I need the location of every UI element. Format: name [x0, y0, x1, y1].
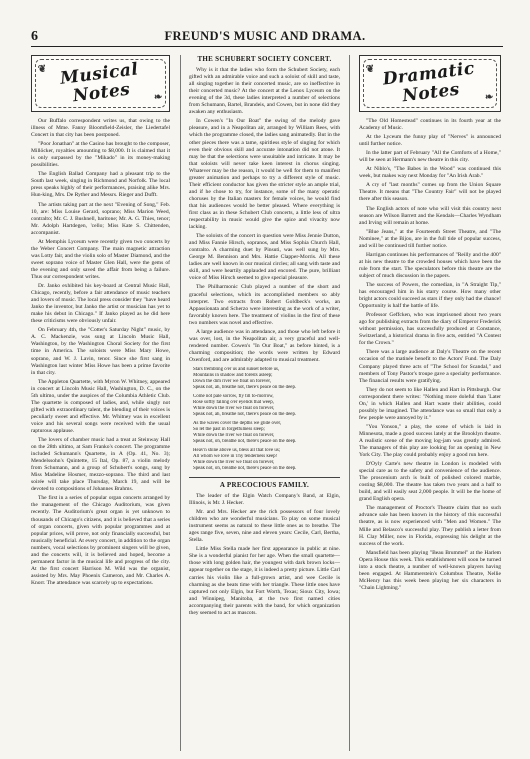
page-number: 6: [31, 29, 38, 44]
news-paragraph: A cry of "last months" comes up from the Union Square Theatre. It means that "The Country Fair" will not be played there after this season.: [359, 182, 501, 203]
news-paragraph: They do not seem to like Hallen and Hart in Pittsburgh. Our correspondent there writes: "Nothing more doleful than 'Later On,' in which Hallen and Hart waste their abilities, could possibly be imagined. The attendance was so small that only a few people were annoyed by it.": [359, 386, 501, 421]
news-paragraph: "You Yonson," a play, the scene of which is laid in Minnesota, made a good success lately at the Brooklyn theatre. A realistic scene of the moving log-jam was greatly admired. The managers of this play are looking for an opening in New York City. The play could probably enjoy a good run here.: [359, 423, 501, 459]
poem-line: All whom we love in Thy tenderness keep!: [193, 453, 278, 459]
poem-in-our-boat: [193, 367, 340, 472]
news-paragraph: The lovers of chamber music had a treat at Steinway Hall on the 28th ultimo, at Sam Franko's concert. The programme included Schumann's Quartette, in A (Op. 41, No. 3); Mendelssohn's Quintette, 15 Ital, Op. 87, a violin melody from Schumann, and a group of Schubert's songs, sung by Miss Madeline Hosmer, mezzo-soprano. The third and last soirée will take place Thursday, March 19, and will be devoted to compositions of Johannes Brahms.: [31, 437, 170, 493]
dramatic-notes-column: [359, 55, 501, 751]
header-rule: [31, 46, 503, 47]
news-paragraph: There was a large audience at Daly's Theatre on the recent occasion of the matinée benefit to the Actors' Fund. The Daly Company played three acts of "The School for Scandal," and members of Tony Pastor's troupe gave a specialty performance. The financial results were gratifying.: [359, 349, 501, 384]
poem-line: Mountains in shadow and forests asleep;: [193, 372, 273, 378]
article-paragraph: The Philharmonic Club played a number of the short and graceful selections, which its accomplished members so ably interpret. Two extracts from Robert Goldbeck's works, an Appassionata and Scherzo were interesting as the work of a writer, favorably known here. The treatment of violins in the first of these two numbers was novel and effective.: [189, 284, 340, 326]
news-paragraph: In the latter part of February "All the Comforts of a Home," will be seen at Hermann's new theatre in this city.: [359, 150, 501, 164]
article-paragraph: The leader of the Elgin Watch Company's Band, at Elgin, Illinois, is Mr. J. Hecker.: [189, 493, 340, 507]
poem-line: Speak not, oh, breathe not, there's peace on the deep.: [193, 438, 297, 444]
news-paragraph: "The Old Homestead" continues in its fourth year at the Academy of Music.: [359, 118, 501, 132]
masthead: FREUND'S MUSIC AND DRAMA.: [164, 29, 366, 43]
flourish-icon: ❦: [37, 63, 48, 76]
news-paragraph: The English Ballad Company had a pleasant trip to the South last week, singing in Richmond and Norfolk. The local press speaks highly of their performances, praising alike Mrs. Hun-king, Mrs. De Ryther and Messrs. Rieger and Dufft.: [31, 171, 170, 199]
article-paragraph: The soloists of the concert in question were Miss Jennie Dutton, and Miss Fannie Hirsch, sopranos, and Miss Sophia Church Hall, contralto. A charming duet by Pinsuti, was well sung by Mrs. George M. Bennison and Mrs. Hattie Clapper-Morris. All these ladies are well known in our musical circles; all sang with taste and skill, and were heartily applauded and encored. The pure, brilliant voice of Miss Hirsch seemed to give special pleasure.: [189, 233, 340, 282]
news-paragraph: Dr. Janko exhibited his key-board at Central Music Hall, Chicago, recently, before a fair attendance of music teachers and lovers of music. The local press consider they "have heard Janko the inventor, but Janko the artist or musician has yet to make his debut in Chicago." If Janko played as he did here these criticisms were obviously unfair.: [31, 283, 170, 325]
news-paragraph: "Poor Jonathan" at the Casino has brought to the composer, Millöcker, royalties amounting to $8,000. It is claimed that it is only surpassed by the "Mikado" in its money-making possibilities.: [31, 141, 170, 169]
column-rule-2: [349, 55, 350, 751]
poem-stanza: [193, 394, 340, 418]
news-paragraph: Mansfield has been playing "Beau Brummel" at the Harlem Opera House this week. This establishment will soon be turned into a stock theatre, a number of well-known players having been engaged. At Hammerstein's Columbus Theatre, Nellie McHenry has this week been playing her six characters in "Chain Lightning.": [359, 549, 501, 591]
poem-line: So let the past in forgetfulness sleep;: [193, 426, 265, 432]
news-paragraph: The Appleton Quartette, with Myron W. Whitney, appeared in concert at Lincoln Music Hall, Washington, D. C., on the 5th ultimo, under the auspices of the Columbia Athletic Club. The quartette is composed of ladies, and, while singly not gifted with extraordinary talent, the blending of their voices is peculiarly sweet and effective. Mr. Whitney was in excellent voice and his several songs were received with the usual rapturous applause.: [31, 378, 170, 434]
poem-line: Rose softly falling o'er eyelids that weep,: [193, 399, 274, 405]
poem-line: Speak not, ah, breathe not, there's peace on the deep.: [193, 384, 297, 390]
poem-line: Speak not, ah, breathe not, there's peace on the deep.: [193, 411, 297, 417]
news-paragraph: The success of Powers, the comedian, in "A Straight Tip," has encouraged him in his starry course. How many other bright actors could succeed as stars if they only had the chance! Opportunity is half the battle of life.: [359, 281, 501, 310]
article-paragraph: A large audience was in attendance, and those who left before it was over, lost, in the Neapolitan air, a very graceful and well-rendered number. Cowen's "In Our Boat," as before hinted, is a charming composition; the words were written by Edward Oxenford, and are admirably adapted to musical treatment.: [189, 328, 340, 363]
news-paragraph: The artists taking part at the next "Evening of Song," Feb. 10, are: Miss Louise Gerard, soprano; Miss Marion Weed, contralto; Mr. C. J. Bushnell, baritone; Mr. A. G. Thies, tenor; Mr. Adolph Hartdegen, 'cello; Miss Kate S. Chittenden, accompanist.: [31, 201, 170, 236]
news-paragraph: At the Lyceum the funny play of "Nerves" is announced until further notice.: [359, 134, 501, 148]
poem-stanza: [193, 448, 340, 472]
poem-stanza: [193, 421, 340, 445]
news-paragraph: D'Oyly Carte's new theatre in London is modeled with special care as to the safety and convenience of the audience. The proscenium arch is built of polished colored marble, costing $8,000. The theatre has taken two years and a half to build, and will easily seat 2,000 people. It will be the home of grand English opera.: [359, 461, 501, 503]
news-paragraph: "Blue Jeans," at the Fourteenth Street Theatre, and "The Nominee," at the Bijou, are in the full tide of popular success, and will be continued till further notice.: [359, 228, 501, 249]
article-paragraph: Why is it that the ladies who form the Schubert Society, each gifted with an admirable voice and such a soloist of skill and taste, all singing together in their concerted music, are so ineffective in their concerted music? At the concert at the Lenox Lyceum on the evening of the 3d, these ladies interpreted a number of selections from Schumann, Bartel, Brandeis, and Cowen, but in none did they awaken any enthusiasm.: [189, 67, 340, 116]
poem-line: Stars trembling o'er us and sunset before us,: [193, 366, 280, 372]
news-paragraph: Harrigan continues his performances of "Reilly and the 400" at his new theatre to the crowded houses which have been the rule from the start. The speculators before this theatre are the subject of much discussion in the papers.: [359, 251, 501, 279]
article-title: A PRECOCIOUS FAMILY.: [219, 480, 310, 489]
poem-line: As the waves cover the depths we glide over,: [193, 420, 282, 426]
poem-line: Come not pale sorrow, fly till to-morrow,: [193, 393, 274, 399]
dramatic-notes-banner: [359, 55, 501, 112]
article-paragraph: Little Miss Stella made her first appearance in public at nine. She is a wonderful pianist for her age. When the small quartette—those with long golden hair, the youngest with dark brown locks—appear together on the stage, it is indeed a pretty picture. Little Carl carries his violin like a full-grown artist, and wee Cecile is charming as she beats time with her triangle. These little ones have captured not only Elgin, but Fort Worth, Texas; Sioux City, Iowa; and Winnipeg, Manitoba, at the two first named cities accompanying their parents with the band, for which organization they seemed to act as mascots.: [189, 546, 340, 616]
poem-line: While down the river we float on forever,: [193, 405, 275, 411]
musical-notes-column: [31, 55, 170, 751]
flourish-icon: ❦: [365, 63, 376, 76]
poem-line: While down the river we float on forever,: [193, 459, 275, 465]
news-paragraph: On February 4th, the "Cotter's Saturday Night" music, by A. C. Mackenzie, was sung at Lincoln Music Hall, Washington, by the Washington Choral Society for the first time in America. The soloists were Miss Mary Howe, soprano, and W. J. Lavin, tenor. Since she first sang in Washington last winter Miss Howe has been a prime favorite in that city.: [31, 327, 170, 376]
article-paragraph: Mr. and Mrs. Hecker are the rich possessors of four lovely children who are wonderful musicians. To play on some musical instrument seems as natural to these little ones as to breathe. The ages range five, seven, nine and eleven years: Cecile, Carl, Bertha, Stella.: [189, 509, 340, 544]
poem-line: Heav'n shine above us, bless all that love us;: [193, 447, 281, 453]
poem-line: While down the river we float on forever,: [193, 432, 275, 438]
poem-stanza: [193, 367, 340, 391]
musical-notes-banner: [31, 55, 170, 112]
dramatic-notes-heading: Dramatic Notes: [381, 58, 476, 106]
article-title: THE SCHUBERT SOCIETY CONCERT.: [197, 55, 332, 63]
news-paragraph: Our Buffalo correspondent writes us, that owing to the illness of Mme. Fanny Bloomfield-Zeisler, the Liedertafel Concert in that city has been postponed.: [31, 118, 170, 139]
poem-line: Down the dim river we float on forever,: [193, 378, 272, 384]
news-paragraph: The first in a series of popular organ concerts arranged by the management of the Chicago Auditorium, was given recently. The Auditorium's great organ is yet unknown to thousands of Chicago's citizens, and it is believed that a series of organ concerts, given with popular programmes and at popular prices, will prove, not only financially successful, but musically beneficial. At every concert, in addition to the organ numbers, vocal selections by prominent singers will be given, and the concerts will, it is believed and hoped, become a permanent factor in the musical life and progress of the city. At the first concert Harrison M. Wild was the organist, assisted by Mrs. May Phoenix Cameron, and Mr. Charles A. Knorr. The attendance was scarcely up to expectations.: [31, 495, 170, 586]
column-rule-1: [180, 55, 181, 751]
news-paragraph: The management of Proctor's Theatre claim that no such advance sale has been known in the history of this successful theatre, as is now experienced with "Men and Women." The Mille and Belasco's successful play. They publish a letter from H. Clay Miller, now in Florida, expressing his delight at the success of the work.: [359, 505, 501, 547]
musical-notes-heading: Musical Notes: [59, 58, 140, 106]
news-paragraph: At Niblo's, "The Babes in the Wood" was continued this week, but makes way next Monday for "An Irish Arab.": [359, 166, 501, 180]
flourish-icon: ❧: [153, 91, 164, 104]
poem-line: Speak not, oh, breathe not, there's peace on the deep.: [193, 465, 297, 471]
news-paragraph: The English actors of note who will visit this country next season are Wilson Barrett and the Kendals—Charles Wyndham and Irving will remain at home.: [359, 205, 501, 226]
section-divider: [189, 477, 340, 478]
schubert-society-column: [189, 55, 340, 751]
article-paragraph: In Cowen's "In Our Boat" the swing of the melody gave pleasure, and in a Neapolitan air, arranged by William Rees, with which the programme closed, the ladies sang animatedly. But in the other pieces there was a tame, spiritless style of singing for which even their obvious skill and accurate intonation did not atone. It may be that the selections were unsuitable and intricate. It may be that soloists will never take keen interest in chorus singing. Whatever may be the reason, it would be well for them to manifest greater animation and perhaps to try a different style of music. Their efficient conductor has given the stricter style an ample trial, and if he chose to try, for instance, some of the many operatic choruses by the Italian masters for female voices, he would find that his audiences would be better pleased. Where everything is first class as in these Schubert Club concerts, a little less of ultra respectability in music would give the spice and vivacity now lacking.: [189, 118, 340, 231]
news-paragraph: Professor Geffcken, who was imprisoned about two years ago for publishing extracts from the diary of Emperor Frederick without permission, has successfully produced at Constance, Switzerland, a historical drama in five acts, entitled "A Contest for the Crown.": [359, 312, 501, 347]
flourish-icon: ❧: [484, 91, 495, 104]
news-paragraph: At Memphis Lyceum were recently given two concerts by the Weber Concert Company. The main magnetic attraction was Lotty fair, and the violin solo of Master Diamond, and the sweet soprano voice of Master Glen Hall, were the gems of the evening and only saved the affair from being a failure. Thus our correspondent writes.: [31, 238, 170, 280]
